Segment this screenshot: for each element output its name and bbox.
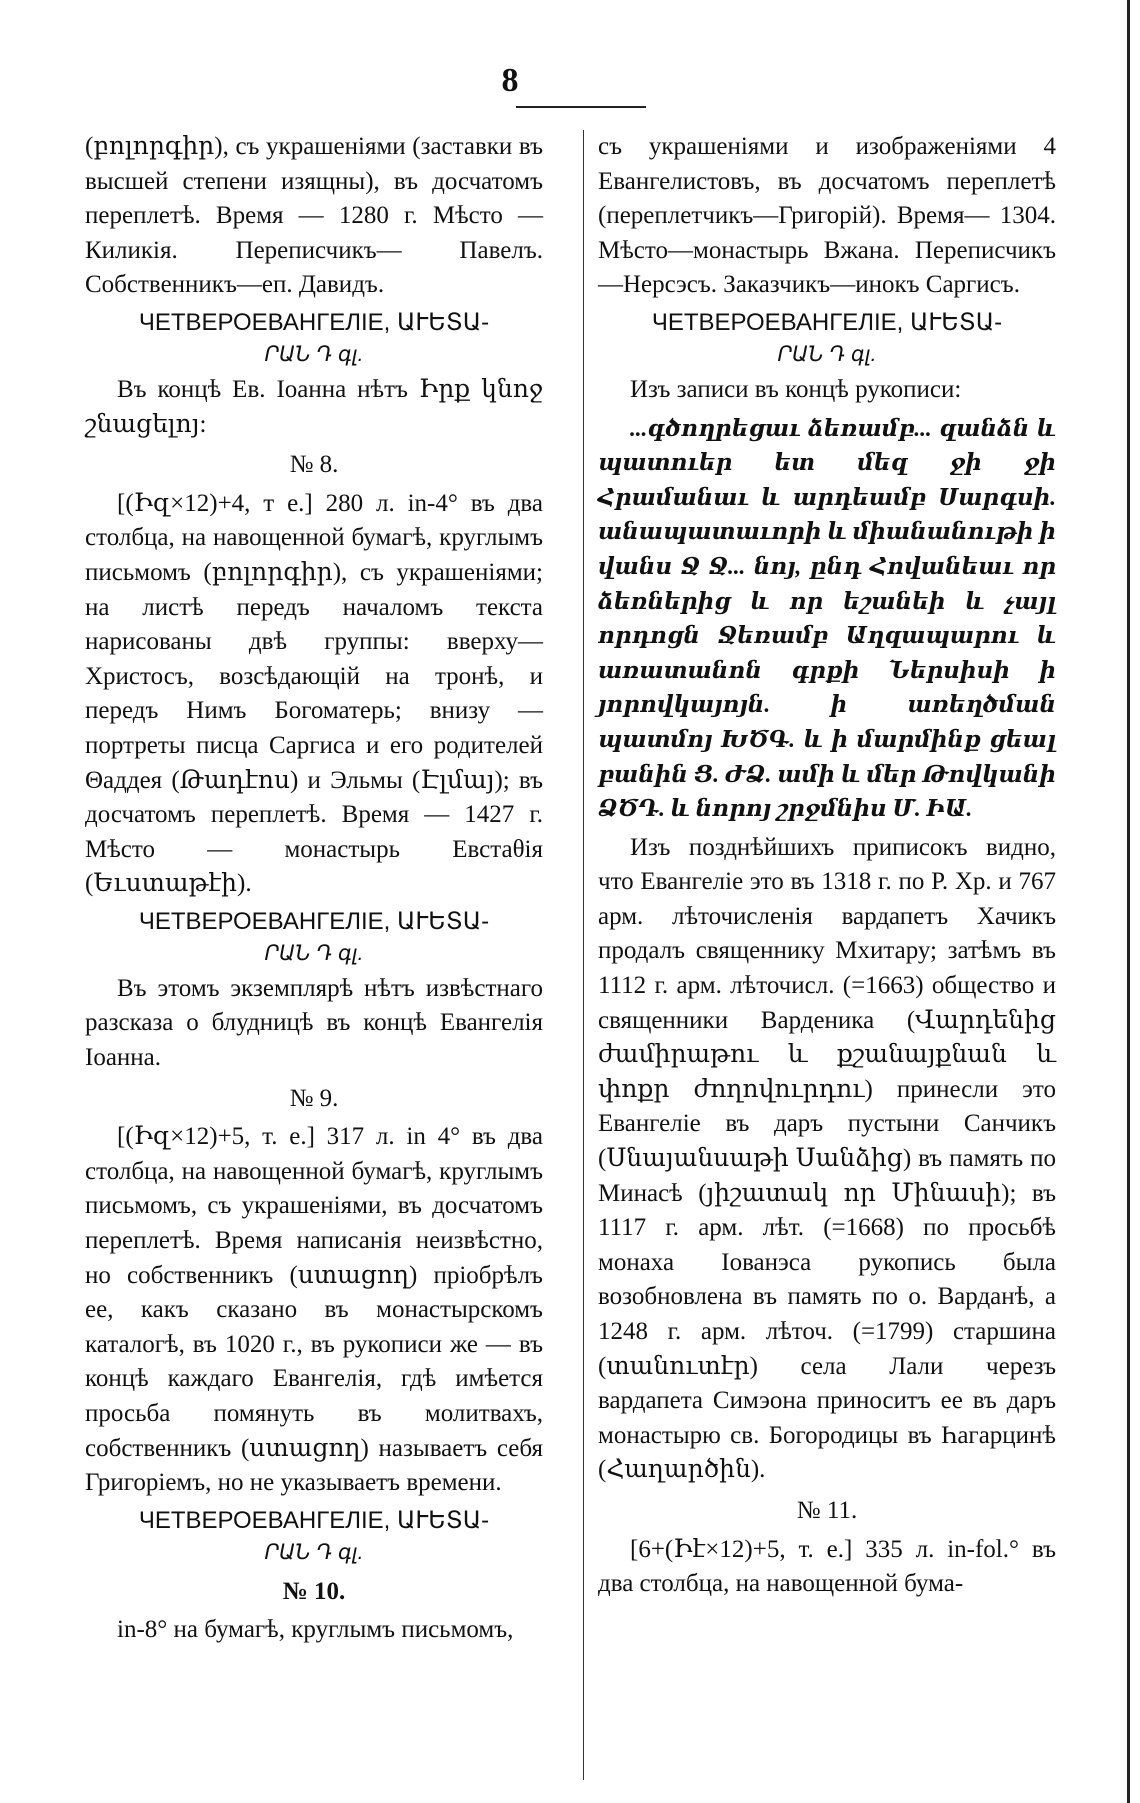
right-column — [598, 130, 1056, 1606]
page-number-rule — [516, 106, 646, 108]
left-paragraph-5: [(Իզ×12)+5, т. е.] 317 л. in 4° въ два столбца, на навощенной бумагѣ, круглымъ письмомъ, съ украшеніями, въ досчатомъ переплетѣ. Время написанія неизвѣстно, но собственникъ (ստացող) пріобрѣлъ ее, какъ сказано въ монастырскомъ каталогѣ, въ 1020 г., въ рукописи же — въ концѣ каждаго Евангелія, гдѣ имѣется просьба помянуть въ молитвахъ, собственникъ (ստացող) называетъ себя Григоріемъ, но не указываетъ времени. — [85, 1123, 543, 1497]
section-heading — [85, 307, 543, 371]
heading-subtitle: ՐԱՆ Դ գլ. — [264, 342, 364, 366]
heading-title: ЧЕТВЕРОЕВАНГЕЛІЕ, ԱՒԵՏԱ- — [138, 1506, 490, 1534]
right-paragraph-3: Изъ позднѣйшихъ приписокъ видно, что Евангеліе это въ 1318 г. по Р. Хр. и 767 арм. лѣточисленія вардапетъ Хачикъ продалъ священнику Мхитару; затѣмъ въ 1112 г. арм. лѣточисл. (=1663) общество и священники Варденика (Վարդենից ժամիրաթու և քշանայքնան և փոքր ժողովուրդու) принесли это Евангеліе въ даръ пустыни Санчикъ (Սնայանսաթի Սանձից) въ память по Минасѣ (յիշատակ որ Մինասի); въ 1117 г. арм. лѣт. (=1668) по просьбѣ монаха Іованэса рукопись была возобновлена въ память по о. Варданѣ, а 1248 г. арм. лѣточ. (=1799) старшина (տանուտէր) села Лали черезъ вардапета Симэона приноситъ ее въ даръ монастырю св. Богородицы въ Һагарцинѣ (Հաղարծին). — [598, 833, 1056, 1484]
column-divider — [583, 130, 584, 1780]
section-heading — [85, 1505, 543, 1569]
section-heading — [85, 906, 543, 970]
right-paragraph-2: Изъ записи въ концѣ рукописи: — [630, 375, 962, 403]
page-edge-line — [1127, 0, 1130, 1803]
heading-title: ЧЕТВЕРОЕВАНГЕЛІЕ, ԱՒԵՏԱ- — [138, 308, 490, 336]
heading-subtitle: ՐԱՆ Դ գլ. — [264, 1540, 364, 1564]
heading-subtitle: ՐԱՆ Դ գլ. — [777, 342, 877, 366]
page-number: 8 — [501, 62, 519, 99]
left-column — [85, 130, 543, 1652]
left-paragraph-3: [(Իզ×12)+4, т е.] 280 л. in-4° въ два столбца, на навощенной бумагѣ, круглымъ письмомъ (բոլորգիր), съ украшеніями; на листѣ передъ началомъ текста нарисованы двѣ группы: вверху—Христосъ, возсѣдающій на тронѣ, и передъ Нимъ Богоматерь; внизу — портреты писца Саргиса и его родителей Θаддея (Թադէոս) и Эльмы (Էլմայ); въ досчатомъ переплетѣ. Время — 1427 г. Мѣсто — монастырь Евстаθія (Եւստաթէի). — [85, 489, 543, 898]
right-paragraph-1: съ украшеніями и изображеніями 4 Евангелистовъ, въ досчатомъ переплетѣ (переплетчикъ—Григорій). Время— 1304. Мѣсто—монастырь Вжана. Переписчикъ—Нерсэсъ. Заказчикъ—инокъ Саргисъ. — [598, 133, 1056, 299]
manuscript-number: № 11. — [796, 1496, 858, 1524]
heading-title: ЧЕТВЕРОЕВАНГЕЛІЕ, ԱՒԵՏԱ- — [651, 308, 1003, 336]
heading-subtitle: ՐԱՆ Դ գլ. — [264, 941, 364, 965]
manuscript-number: № 9. — [289, 1084, 339, 1112]
heading-title: ЧЕТВЕРОЕВАНГЕЛІЕ, ԱՒԵՏԱ- — [138, 907, 490, 935]
right-paragraph-4: [6+(Իէ×12)+5, т. е.] 335 л. in-fol.° въ два столбца, на навощенной бума- — [598, 1535, 1056, 1598]
manuscript-number: № 8. — [289, 451, 339, 479]
manuscript-number: № 10. — [282, 1577, 346, 1605]
left-paragraph-2: Въ концѣ Ев. Іоанна нѣтъ Իրք կնոջ շնացելոյ: — [85, 375, 543, 438]
left-paragraph-6: in-8° на бумагѣ, круглымъ письмомъ, — [117, 1616, 514, 1644]
left-paragraph-1: (բոլորգիր), съ украшеніями (заставки въ высшей степени изящны), въ досчатомъ переплетѣ. Время — 1280 г. Мѣсто — Киликія. Переписчикъ— Павелъ. Собственникъ—еп. Давидъ. — [85, 133, 543, 299]
section-heading — [598, 307, 1056, 371]
left-paragraph-4: Въ этомъ экземплярѣ нѣтъ извѣстнаго разсказа о блудницѣ въ концѣ Евангелія Іоанна. — [85, 974, 543, 1072]
armenian-colophon: ...գծողրեցաւ ձեռամբ... զանձն և պատուեր ետ մեզ ջի ջի Հրամանաւ և արդեամբ Սարգսի. անապատաւորի և միանանութի ի վանս Ջ Ջ... նոյ, ընդ Հովանեաւ որ ձեռներից և որ եշանեի և չայլ որդոցն Ջեռամբ Աղզապարու և առատանոն գրքի Ներսիսի ի յորովկայոյն. ի առեղծման պատմոյ ԽԾԳ. և ի մարմինք ցեալ բանին Ց. ԺՁ. ամի և մեր Թովկանի ՁԾԴ. և նորոյ շրջմնիս Մ. ԻԱ. — [598, 415, 1056, 822]
